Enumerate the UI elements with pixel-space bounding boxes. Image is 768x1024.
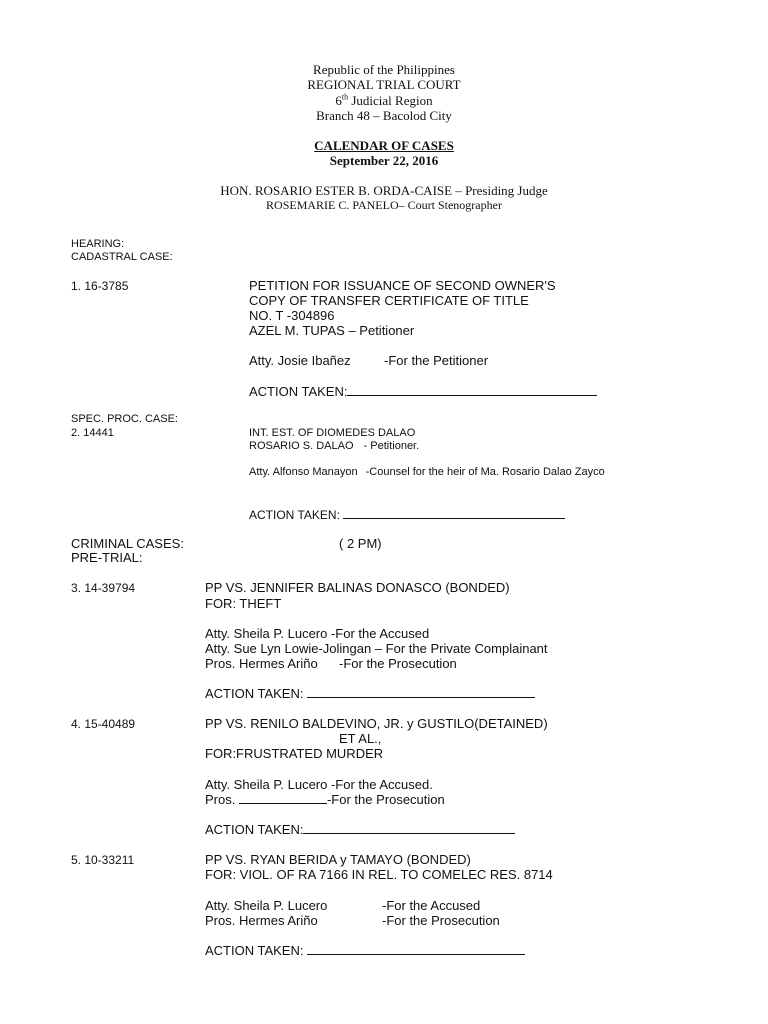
counsel-role: -For the Accused [382, 898, 481, 913]
case-title-line: PETITION FOR ISSUANCE OF SECOND OWNER'S [249, 278, 556, 293]
action-taken-label [205, 822, 515, 837]
case-number: 4. 15-40489 [71, 717, 136, 731]
case-title-line: PP VS. JENNIFER BALINAS DONASCO (BONDED) [205, 580, 510, 595]
action-taken-text: ACTION TAKEN: [249, 508, 340, 522]
action-taken-blank[interactable] [347, 384, 597, 396]
action-taken-label [205, 943, 525, 958]
header-region [0, 93, 768, 108]
case-petitioner [249, 440, 419, 453]
counsel-role: -For the Prosecution [339, 656, 457, 671]
counsel-role: -For the Prosecution [326, 792, 445, 807]
counsel-name: Pros. Hermes Ariño [205, 913, 318, 928]
counsel-name: Pros. Hermes Ariño [205, 656, 318, 671]
counsel-role: -For the Prosecution [382, 913, 500, 928]
region-number: 6 [335, 93, 342, 108]
case-charge: FOR: THEFT [205, 596, 282, 611]
case-number: 2. 14441 [71, 427, 114, 439]
counsel-role: -For the Petitioner [384, 353, 489, 368]
case-title-line: INT. EST. OF DIOMEDES DALAO [249, 427, 416, 439]
action-taken-label [205, 686, 535, 701]
case-title-line: ET AL., [339, 731, 382, 746]
header-country: Republic of the Philippines [313, 62, 455, 77]
counsel-line: Atty. Sheila P. Lucero -For the Accused [205, 626, 430, 641]
header-court: REGIONAL TRIAL COURT [307, 77, 461, 92]
region-superscript: th [341, 92, 349, 102]
action-taken-text: ACTION TAKEN: [205, 943, 304, 958]
action-taken-blank[interactable] [307, 943, 525, 955]
case-petitioner: AZEL M. TUPAS – Petitioner [249, 323, 415, 338]
court-stenographer: ROSEMARIE C. PANELO– Court Stenographer [266, 198, 502, 212]
case-number: 5. 10-33211 [71, 853, 135, 867]
hearing-time: ( 2 PM) [339, 536, 382, 551]
case-charge: FOR:FRUSTRATED MURDER [205, 746, 384, 761]
counsel-line [249, 466, 605, 479]
section-label-criminal: CRIMINAL CASES: [71, 536, 184, 551]
page-title: CALENDAR OF CASES [314, 138, 454, 153]
petitioner-role: - Petitioner. [363, 440, 420, 452]
counsel-role: -Counsel for the heir of Ma. Rosario Dalao Zayco [365, 466, 605, 478]
action-taken-blank[interactable] [307, 686, 535, 698]
action-taken-blank[interactable] [343, 507, 565, 519]
action-taken-blank[interactable] [303, 822, 515, 834]
counsel-line [205, 792, 445, 807]
counsel-line: Atty. Sheila P. Lucero -For the Accused. [205, 777, 433, 792]
counsel-line: Atty. Sue Lyn Lowie-Jolingan – For the Private Complainant [205, 641, 548, 656]
case-number: 1. 16-3785 [71, 279, 129, 293]
case-title-line: PP VS. RYAN BERIDA y TAMAYO (BONDED) [205, 852, 471, 867]
calendar-date: September 22, 2016 [329, 153, 439, 168]
presiding-judge: HON. ROSARIO ESTER B. ORDA-CAISE – Presiding Judge [220, 183, 548, 198]
counsel-name: Atty. Josie Ibañez [249, 353, 351, 368]
case-title-line: NO. T -304896 [249, 308, 335, 323]
section-label-spec-proc: SPEC. PROC. CASE: [71, 413, 178, 425]
action-taken-label [249, 507, 565, 522]
header-branch: Branch 48 – Bacolod City [316, 108, 452, 123]
action-taken-text: ACTION TAKEN: [205, 822, 304, 837]
prosecutor-blank[interactable] [239, 792, 327, 804]
region-text: Judicial Region [348, 93, 433, 108]
counsel-name: Atty. Alfonso Manayon [249, 466, 358, 478]
action-taken-label [249, 384, 597, 399]
case-number: 3. 14-39794 [71, 581, 136, 595]
case-title-line: PP VS. RENILO BALDEVINO, JR. y GUSTILO(DETAINED) [205, 716, 548, 731]
counsel-name: Atty. Sheila P. Lucero [205, 898, 328, 913]
section-label-pretrial: PRE-TRIAL: [71, 550, 143, 565]
section-label-hearing: HEARING: [71, 238, 125, 250]
case-charge: FOR: VIOL. OF RA 7166 IN REL. TO COMELEC RES. 8714 [205, 867, 553, 882]
section-label-cadastral: CADASTRAL CASE: [71, 251, 173, 263]
counsel-name: Pros. [205, 792, 236, 807]
action-taken-text: ACTION TAKEN: [249, 384, 348, 399]
case-title-line: COPY OF TRANSFER CERTIFICATE OF TITLE [249, 293, 529, 308]
action-taken-text: ACTION TAKEN: [205, 686, 304, 701]
petitioner-name: ROSARIO S. DALAO [249, 440, 354, 452]
